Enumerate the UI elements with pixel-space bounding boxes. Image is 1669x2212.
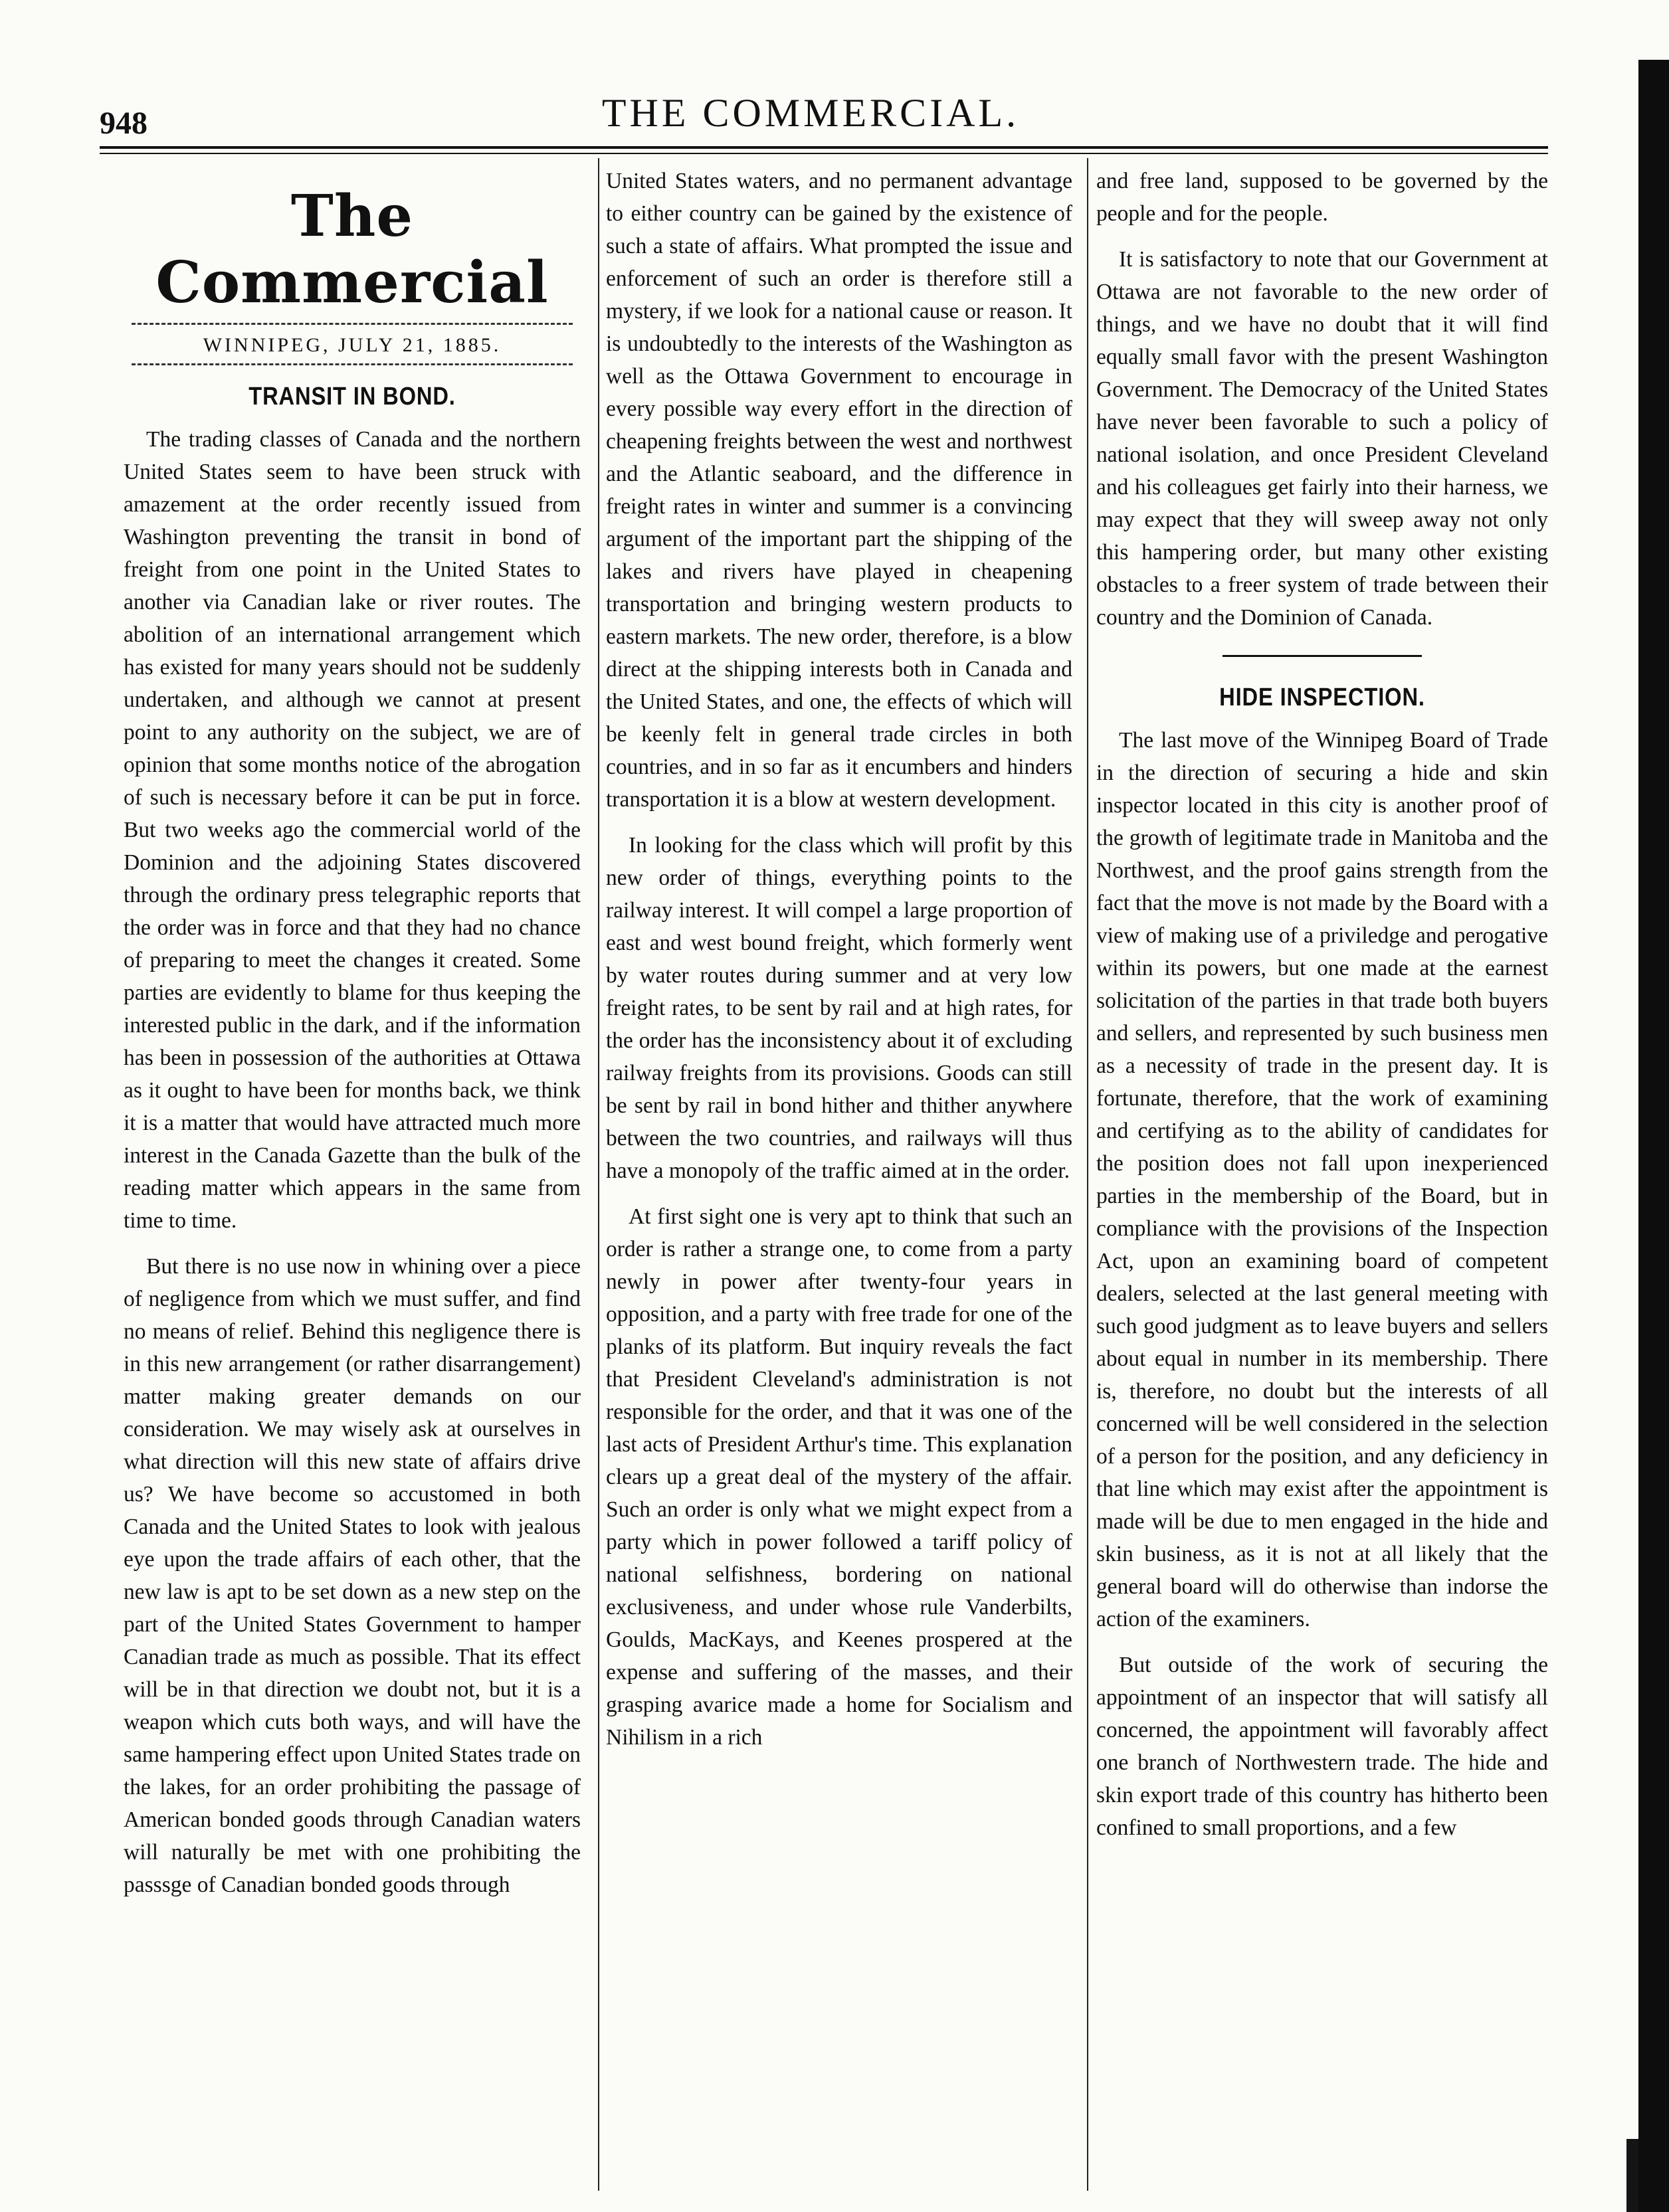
article-paragraph: It is satisfactory to note that our Government at Ottawa are not favorable to the new order of things, and we have no doubt that it will find equally small favor with the present Washington Government. The Democracy of the United States have never been favorable to such a policy of national isolation, and once President Cleveland and his colleagues get fairly into their harness, we may expect that they will sweep away not only this hampering order, but many other existing obstacles to a freer system of trade between their country and the Dominion of Canada. (1096, 247, 1548, 630)
column-divider-1 (598, 158, 599, 2191)
header-rule (100, 146, 1548, 149)
article-paragraph: At first sight one is very apt to think that such an order is rather a strange one, to come from a party newly in power after twenty-four years in opposition, and a party with free trade for one of the planks of its platform. But inquiry reveals the fact that President Cleveland's administration is not responsible for the order, and that it was one of the last acts of President Arthur's time. This explanation clears up a great deal of the mystery of the affair. Such an order is only what we might expect from a party which in power followed a tariff policy of national selfishness, bordering on national exclusiveness, and under whose rule Vanderbilts, Goulds, MacKays, and Keenes prospered at the expense and suffering of the masses, and their grasping avarice made a home for Socialism and Nihilism in a rich (606, 1204, 1072, 1750)
article-paragraph: United States waters, and no permanent advantage to either country can be gained by the existence of such a state of affairs. What prompted the issue and enforcement of such an order is therefore still a mystery, if we look for a national cause or reason. It is undoubtedly to the interests of the Washington as well as the Ottawa Government to encourage in every possible way every effort in the direction of cheapening freights between the west and northwest and the Atlantic seaboard, and the difference in freight rates in winter and summer is a convincing argument of the important part the shipping of the lakes and rivers have played in cheapening transportation and bringing western products to eastern markets. The new order, therefore, is a blow direct at the shipping interests both in Canada and the United States, and one, the effects of which will be keenly felt in general trade circles in both countries, and in so far as it encumbers and hinders transportation it is a blow at western development. (606, 169, 1072, 812)
article-paragraph: The last move of the Winnipeg Board of Trade in the direction of securing a hide and skin inspector located in this city is another proof of the growth of legitimate trade in Manitoba and the Northwest, and the proof gains strength from the fact that the move is not made by the Board with a view of making use of a priviledge and perogative within its powers, but one made at the earnest solicitation of the parties in that trade both buyers and sellers, and represented by such business men as a necessity of trade in the present day. It is fortunate, therefore, that the work of examining and certifying as to the ability of candidates for the position does not fall upon inexperienced parties in the membership of the Board, but in compliance with the provisions of the Inspection Act, upon an examining board of competent dealers, selected at the last general meeting with such good judgment as to leave buyers and sellers about equal in number in its membership. There is, therefore, no doubt but the interests of all concerned will be well considered in the selection of a person for the position, and any deficiency in that line which may exist after the appointment is made will be due to men engaged in the hide and skin business, as it is not at all likely that the general board will do otherwise than indorse the action of the examiners. (1096, 728, 1548, 1631)
dateline-rule (132, 363, 573, 365)
dateline: WINNIPEG, JULY 21, 1885. (203, 334, 502, 356)
running-title: THE COMMERCIAL. (601, 91, 1020, 135)
article-paragraph: and free land, supposed to be governed by the people and for the people. (1096, 169, 1548, 226)
masthead-title: The Commercial (155, 183, 549, 316)
column-2 (606, 165, 1072, 2197)
article-paragraph: But outside of the work of securing the appointment of an inspector that will satisfy all concerned, the appointment will favorably affect one branch of Northwestern trade. The hide and skin export trade of this country has hitherto been confined to small proportions, and a few (1096, 1653, 1548, 1840)
column-1 (124, 165, 581, 2197)
article-separator (1223, 655, 1422, 657)
masthead-rule (132, 323, 573, 325)
article-paragraph: The trading classes of Canada and the northern United States seem to have been struck with amazement at the order recently issued from Washington preventing the transit in bond of freight from one point in the United States to another via Canadian lake or river routes. The abolition of an international arrangement which has existed for many years should not be suddenly undertaken, and although we cannot at present point to any authority on the subject, we are of opinion that some months notice of the abrogation of such is necessary before it can be put in force. But two weeks ago the commercial world of the Dominion and the adjoining States discovered through the ordinary press telegraphic reports that the order was in force and that they had no chance of preparing to meet the changes it created. Some parties are evidently to blame for thus keeping the interested public in the dark, and if the information has been in possession of the authorities at Ottawa as it ought to have been for months back, we think it is a matter that would have attracted much more interest in the Canada Gazette than the bulk of the reading matter which appears in the same from time to time. (124, 427, 581, 1233)
page-edge-shadow (1638, 60, 1669, 2212)
article-headline: TRANSIT IN BOND. (248, 383, 456, 411)
column-3 (1096, 165, 1548, 2197)
header-rule-thin (100, 153, 1548, 154)
article-paragraph: But there is no use now in whining over a piece of negligence from which we must suffer, and find no means of relief. Behind this negligence there is in this new arrangement (or rather disarrangement) matter making greater demands on our consideration. We may wisely ask at ourselves in what direction will this new state of affairs drive us? We have become so accustomed in both Canada and the United States to look with jealous eye upon the trade affairs of each other, that the new law is apt to be set down as a new step on the part of the United States Government to hamper Canadian trade as much as possible. That its effect will be in that direction we doubt not, but it is a weapon which cuts both ways, and will have the same hampering effect upon United States trade on the lakes, for an order prohibiting the passage of American bonded goods through Canadian waters will naturally be met with one prohibiting the passsge of Canadian bonded goods through (124, 1254, 581, 1897)
article-headline: HIDE INSPECTION. (1219, 684, 1425, 711)
page-corner-shadow (1626, 2139, 1638, 2212)
page-number: 948 (100, 106, 147, 141)
article-paragraph: In looking for the class which will profit by this new order of things, everything points to the railway interest. It will compel a large proportion of east and west bound freight, which formerly went by water routes during summer and at very low freight rates, to be sent by rail and at high rates, for the order has the inconsistency about it of excluding railway freights from its provisions. Goods can still be sent by rail in bond hither and thither anywhere between the two countries, and railways will thus have a monopoly of the traffic aimed at in the order. (606, 833, 1072, 1183)
column-divider-2 (1087, 158, 1088, 2191)
